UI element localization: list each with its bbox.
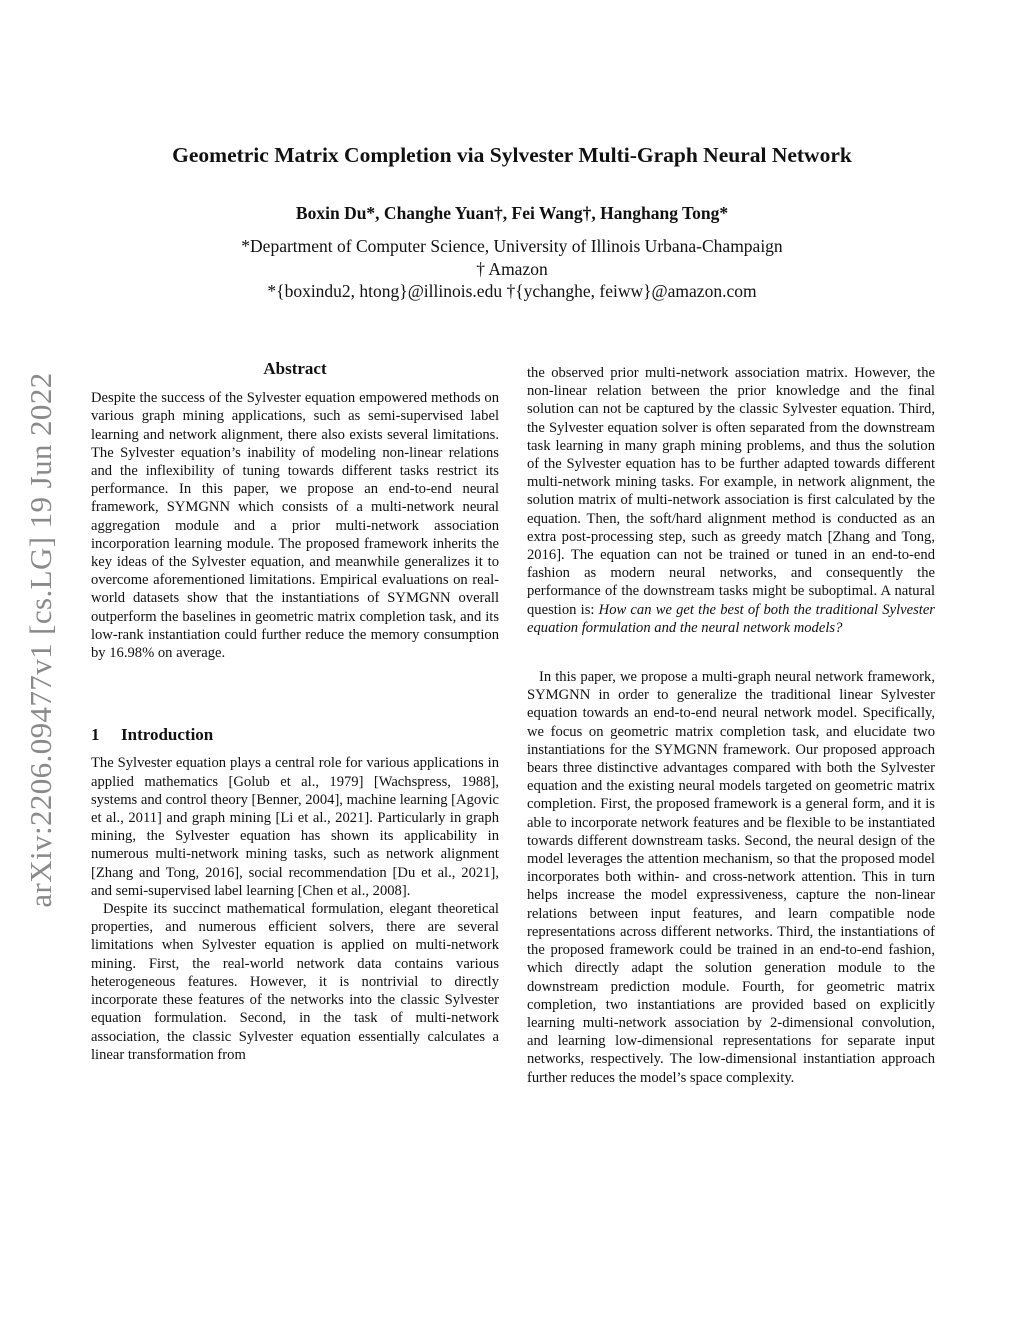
affiliation-amazon: † Amazon (476, 259, 548, 279)
right-column (527, 364, 935, 1087)
abstract-text-2: which consists of a multi-network neural aggregation module and a prior multi-network association incorporation learning module. The proposed framework inherits the key ideas of the Sylvester equation, and meanwhile generalizes it to overcome aforementioned limitations. Empirical evaluations on real-world datasets show that the instantiations of (91, 499, 499, 607)
right-paragraph-2 (527, 668, 935, 1087)
right-paragraph-2a: In this paper, we propose a multi-graph neural network framework, (539, 669, 935, 686)
intro-paragraph-1: The Sylvester equation plays a central role for various applications in applied mathematics [Golub et al., 1979] [Wachspress, 1988], systems and control theory [Benner, 2004], machine learning [Agovic et al., 2011] and graph mining [Li et al., 2021]. Particularly in graph mining, the Sylvester equation has shown its applicability in numerous multi-network mining tasks, such as network alignment [Zhang and Tong, 2016], social recommendation [Du et al., 2021], and semi-supervised label learning [Chen et al., 2008]. (91, 755, 499, 899)
intro-paragraph-2: Despite its succinct mathematical formulation, elegant theoretical properties, and numerous efficient solvers, there are several limitations when Sylvester equation is applied on multi-network mining. First, the real-world network data contains various heterogeneous features. However, it is nontrivial to directly incorporate these features of the networks into the classic Sylvester equation formulation. Second, in the task of multi-network association, the classic Sylvester equation essentially calculates a linear transformation from (91, 901, 499, 1063)
section-title: Introduction (121, 725, 214, 745)
section-heading-introduction (91, 726, 499, 744)
author-emails: *{boxindu2, htong}@illinois.edu †{ychanghe, feiww}@amazon.com (267, 281, 757, 301)
abstract-heading: Abstract (263, 359, 327, 378)
right-paragraph-2c: framework. Our proposed approach bears three distinctive advantages compared with both the Sylvester equation and the existing neural models targeted on geometric matrix completion. First, the proposed framework is a general form, and it is able to incorporate network features and be flexible to be instantiated towards different downstream tasks. Second, the neural design of the model leverages the attention mechanism, so that the proposed model incorporates both within- and cross-network attention. This in turn helps increase the model expressiveness, capture the non-linear relations between input features, and learn compatible node representations across different networks. Third, the instantiations of the proposed framework could be trained in an end-to-end fashion, which directly adapt the solution generation module to the downstream prediction module. Fourth, for geometric matrix completion, two instantiations are provided based on explicitly learning multi-network association by 2-dimensional convolution, and learning low-dimensional representations for separate input networks, respectively. The low-dimensional instantiation approach further reduces the model’s space complexity. (527, 741, 935, 1086)
right-paragraph-2b: in order to generalize the traditional linear Sylvester equation towards an end-to-end neural network model. Specifically, we focus on geometric matrix completion task, and elucidate two instantiations for the (527, 687, 935, 758)
right-paragraph-1-text: the observed prior multi-network association matrix. However, the non-linear relation between the prior knowledge and the final solution can not be captured by the classic Sylvester equation. Third, the Sylvester equation solver is often separated from the downstream task learning in many graph mining problems, and thus the solution of the Sylvester equation has to be further adapted towards different multi-network mining tasks. For example, in network alignment, the solution matrix of multi-network association is first calculated by the equation. Then, the soft/hard alignment method is conducted as an extra post-processing step, such as greedy match [Zhang and Tong, 2016]. The equation can not be trained or tuned in an end-to-end fashion as modern neural networks, and consequently the performance of the downstream tasks might be suboptimal. A natural question is: (527, 365, 935, 618)
paper-title: Geometric Matrix Completion via Sylvester Multi-Graph Neural Network (172, 143, 852, 167)
abstract-model-name: SYMGNN (166, 499, 231, 516)
left-column (91, 360, 499, 1064)
model-name: SYMGNN (527, 687, 591, 704)
section-number: 1 (91, 725, 100, 745)
abstract-body (91, 389, 499, 662)
abstract-text-1: Despite the success of the Sylvester equation empowered methods on various graph mining applications, such as semi-supervised label learning and network alignment, there also exists several limitations. The Sylvester equation’s inability of modeling non-linear relations and the inflexibility of tuning towards different tasks restrict its performance. In this paper, we propose an end-to-end neural framework, (91, 390, 499, 516)
model-name: SYMGNN (654, 741, 718, 758)
arxiv-stamp-text: arXiv:2206.09477v1 [cs.LG] 19 Jun 2022 (23, 372, 58, 908)
affiliation-uiuc: *Department of Computer Science, University of Illinois Urbana-Champaign (241, 236, 783, 256)
author-list: Boxin Du*, Changhe Yuan†, Fei Wang†, Hanghang Tong* (295, 203, 729, 223)
research-question: How can we get the best of both the traditional Sylvester equation formulation and the neural network models? (527, 601, 935, 636)
right-paragraph-1 (527, 364, 935, 637)
abstract-model-name: SYMGNN (387, 590, 451, 607)
abstract-text-3: overall outperform the baselines in geometric matrix completion task, and its low-rank instantiation could further reduce the memory consumption by 16.98% on average. (91, 590, 499, 662)
